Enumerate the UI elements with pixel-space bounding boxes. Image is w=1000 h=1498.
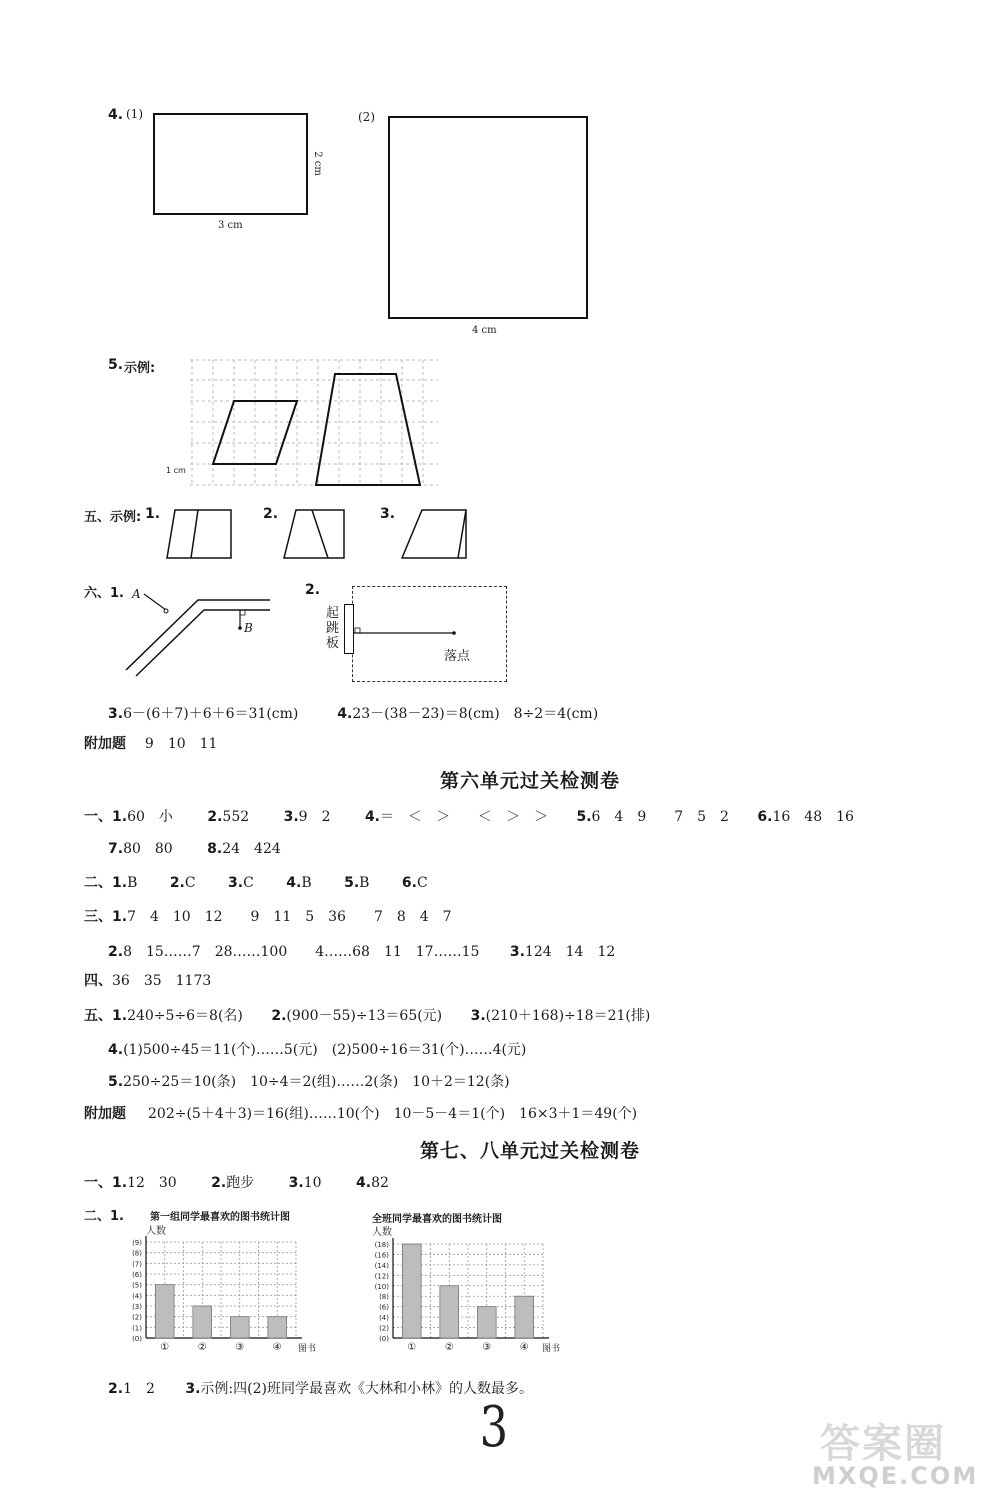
bonus-answer: 9 10 11 <box>144 736 218 752</box>
bonus-label: 附加题 <box>84 736 126 752</box>
u6-er-3: C <box>243 875 254 891</box>
u6-er-6-num: 6. <box>401 875 417 891</box>
unit6-yi-label: 一、 <box>84 809 112 825</box>
q4-part2-label: (2) <box>358 110 375 124</box>
y-tick-label: (6) <box>132 1271 142 1279</box>
x-tick-label: ④ <box>519 1342 529 1353</box>
watermark-url: MXQE.COM <box>812 1462 979 1490</box>
liu-label: 六、1. <box>84 586 124 601</box>
u6-er-4-num: 4. <box>286 875 302 891</box>
unit78-er-label: 二、1. <box>84 1209 124 1224</box>
u6-yi-8-num: 8. <box>207 841 223 857</box>
road-figure <box>120 588 280 678</box>
liu-num-2: 2. <box>305 582 321 598</box>
q4b-number: 4. <box>337 706 353 722</box>
y-tick-label: (4) <box>379 1314 389 1323</box>
board-char-1: 起 <box>326 606 340 621</box>
bar <box>268 1317 287 1338</box>
u6-wu-2: (900－55)÷13＝65(元) <box>286 1008 443 1024</box>
takeoff-board-label <box>326 606 340 651</box>
chart2-xlabel: 图书 <box>542 1344 561 1354</box>
y-tick-label: (2) <box>379 1324 389 1333</box>
point-a-label: A <box>132 587 141 601</box>
u6-san-3: 124 14 12 <box>524 944 616 960</box>
u6-san-1: 7 4 10 12 9 11 5 36 7 8 4 7 <box>127 909 452 925</box>
rect-height-label: 2 cm <box>311 151 323 176</box>
u6-wu-2-num: 2. <box>271 1008 287 1024</box>
u6-yi-3-num: 3. <box>283 809 299 825</box>
u6-yi-4-num: 4. <box>364 809 380 825</box>
chart1-title: 第一组同学最喜欢的图书统计图 <box>150 1212 290 1223</box>
u6-yi-6-num: 6. <box>757 809 773 825</box>
wu-num-1: 1. <box>145 506 161 522</box>
wu-figure-2 <box>282 510 348 560</box>
u6-yi-5-num: 5. <box>576 809 592 825</box>
unit6-wu-line1 <box>84 1005 650 1025</box>
y-tick-label: (10) <box>374 1282 389 1291</box>
unit6-title: 第六单元过关检测卷 <box>440 770 621 792</box>
board-char-2: 跳 <box>326 621 340 636</box>
y-tick-label: (9) <box>132 1239 142 1247</box>
y-tick-label: (0) <box>379 1335 389 1343</box>
unit78-last-line <box>108 1378 533 1398</box>
u6-wu-5: 250÷25＝10(条) 10÷4＝2(组)……2(条) 10＋2＝12(条) <box>123 1074 510 1090</box>
chart2-bar-chart <box>365 1236 555 1359</box>
q3-equation: 6－(6＋7)＋6＋6＝31(cm) <box>123 706 299 722</box>
q4-part1-label: (1) <box>126 107 143 121</box>
y-tick-label: (1) <box>132 1324 142 1333</box>
rectangle-figure <box>153 113 308 215</box>
u6-er-3-num: 3. <box>228 875 244 891</box>
u6-yi-4: ＝ ＜ ＞ ＜ ＞ ＞ <box>380 809 548 825</box>
u6-wu-4-num: 4. <box>108 1042 124 1058</box>
unit6-san-line1 <box>84 906 452 926</box>
board-char-3: 板 <box>326 636 340 651</box>
chart1-xlabel: 图书 <box>298 1344 317 1354</box>
u6-yi-3: 9 2 <box>298 809 331 825</box>
chart2-ylabel: 人数 <box>372 1227 392 1238</box>
y-tick-label: (16) <box>374 1251 389 1260</box>
trapezoid-shape <box>316 374 420 485</box>
q4-number: 4. <box>108 107 124 123</box>
u6-yi-6: 16 48 16 <box>772 809 854 825</box>
q5-example-label: 示例: <box>124 361 156 376</box>
q3-number: 3. <box>108 706 124 722</box>
u6-si-answer: 36 35 1173 <box>112 973 212 989</box>
u78-3-num: 3. <box>185 1381 201 1397</box>
square-figure <box>388 116 588 319</box>
y-tick-label: (4) <box>132 1292 142 1301</box>
y-tick-label: (6) <box>379 1303 389 1312</box>
unit6-wu-line3 <box>108 1071 510 1091</box>
square-width-label: 4 cm <box>472 325 497 336</box>
u6-yi-7: 80 80 <box>123 841 173 857</box>
point-b-label: B <box>244 621 253 635</box>
u6-wu-3-num: 3. <box>470 1008 486 1024</box>
unit6-yi-line2 <box>108 838 281 858</box>
u6-san-2-num: 2. <box>108 944 124 960</box>
u6-er-6: C <box>416 875 428 891</box>
u78-yi-2: 跑步 <box>226 1175 255 1191</box>
u6-san-3-num: 3. <box>509 944 525 960</box>
x-tick-label: ② <box>444 1342 454 1353</box>
u78-yi-3: 10 <box>303 1175 322 1191</box>
x-tick-label: ③ <box>482 1342 492 1353</box>
landing-point-label: 落点 <box>444 649 471 664</box>
u6-wu-1-num: 1. <box>112 1008 128 1024</box>
unit6-er-line <box>84 872 428 892</box>
bar <box>193 1306 212 1338</box>
u6-er-1: B <box>127 875 138 891</box>
bar <box>515 1296 534 1338</box>
u6-er-2: C <box>184 875 196 891</box>
u6-yi-2-num: 2. <box>207 809 223 825</box>
page-number: 3 <box>479 1395 509 1460</box>
y-tick-label: (8) <box>132 1249 142 1258</box>
x-tick-label: ① <box>160 1342 170 1353</box>
u78-yi-1: 12 30 <box>127 1175 177 1191</box>
unit78-yi-label: 一、 <box>84 1175 112 1191</box>
u78-3: 示例:四(2)班同学最喜欢《大林和小林》的人数最多。 <box>200 1381 533 1397</box>
u6-wu-1: 240÷5÷6＝8(名) <box>127 1008 243 1024</box>
unit6-bonus-line <box>84 1103 637 1123</box>
unit6-si-line <box>84 970 211 990</box>
u6-yi-7-num: 7. <box>108 841 124 857</box>
u6-yi-5: 6 4 9 7 5 2 <box>591 809 729 825</box>
u78-yi-1-num: 1. <box>112 1175 128 1191</box>
u78-yi-4-num: 4. <box>356 1175 372 1191</box>
u78-yi-4: 82 <box>371 1175 389 1191</box>
unit78-yi-line <box>84 1172 389 1192</box>
bar <box>477 1307 496 1338</box>
wu-figure-1 <box>165 510 235 560</box>
unit6-san-line2 <box>108 941 615 961</box>
u6-wu-3: (210＋168)÷18＝21(排) <box>485 1008 651 1024</box>
q4b-equation: 23－(38－23)＝8(cm) 8÷2＝4(cm) <box>352 706 599 722</box>
bar <box>155 1285 174 1338</box>
rect-width-label: 3 cm <box>218 220 243 231</box>
u6-wu-5-num: 5. <box>108 1074 124 1090</box>
u6-er-5: B <box>359 875 370 891</box>
u6-wu-4: (1)500÷45＝11(个)……5(元) (2)500÷16＝31(个)……4(元) <box>123 1042 527 1058</box>
q5-number: 5. <box>108 357 124 373</box>
wu-num-2: 2. <box>263 506 279 522</box>
unit6-wu-label: 五、 <box>84 1008 112 1024</box>
unit6-er-label: 二、 <box>84 875 112 891</box>
u78-yi-2-num: 2. <box>211 1175 227 1191</box>
unit6-san-label: 三、 <box>84 909 112 925</box>
y-tick-label: (5) <box>132 1281 142 1290</box>
u78-2-num: 2. <box>108 1381 124 1397</box>
u6-san-1-num: 1. <box>112 909 128 925</box>
u6-yi-1: 60 小 <box>127 809 173 825</box>
grid-unit-label: 1 cm <box>166 466 186 475</box>
takeoff-board <box>344 604 354 654</box>
answer-line-3-4 <box>108 703 598 723</box>
y-tick-label: (14) <box>374 1261 389 1270</box>
grid-drawing <box>190 360 440 488</box>
watermark-logo: 答案圈 <box>820 1421 946 1467</box>
y-tick-label: (18) <box>374 1241 389 1249</box>
jump-distance-line <box>354 628 464 638</box>
y-tick-label: (2) <box>132 1313 142 1322</box>
chart1-ylabel: 人数 <box>146 1226 166 1237</box>
u6-yi-8: 24 424 <box>222 841 281 857</box>
x-tick-label: ① <box>407 1342 417 1353</box>
bar <box>440 1286 459 1338</box>
u6-er-2-num: 2. <box>169 875 185 891</box>
u78-yi-3-num: 3. <box>288 1175 304 1191</box>
y-tick-label: (12) <box>374 1272 389 1281</box>
unit78-title: 第七、八单元过关检测卷 <box>420 1140 641 1162</box>
u6-er-5-num: 5. <box>344 875 360 891</box>
unit6-wu-line2 <box>108 1039 526 1059</box>
u6-er-4: B <box>301 875 312 891</box>
y-tick-label: (0) <box>132 1335 142 1343</box>
bar <box>402 1244 421 1338</box>
y-tick-label: (8) <box>379 1293 389 1302</box>
chart2-title: 全班同学最喜欢的图书统计图 <box>372 1214 502 1225</box>
wu-num-3: 3. <box>380 506 396 522</box>
bonus-line-1 <box>84 733 217 753</box>
chart1-bar-chart <box>120 1234 310 1359</box>
x-tick-label: ④ <box>272 1342 282 1353</box>
unit6-bonus-label: 附加题 <box>84 1106 126 1122</box>
y-tick-label: (7) <box>132 1260 142 1269</box>
u6-yi-2: 552 <box>222 809 250 825</box>
unit6-si-label: 四、 <box>84 973 112 989</box>
u6-yi-1-num: 1. <box>112 809 128 825</box>
wu-label: 五、示例: <box>84 510 142 525</box>
y-tick-label: (3) <box>132 1303 142 1311</box>
bar <box>230 1317 249 1338</box>
x-tick-label: ② <box>197 1342 207 1353</box>
u6-san-2: 8 15……7 28……100 4……68 11 17……15 <box>123 944 480 960</box>
unit6-bonus-answer: 202÷(5＋4＋3)＝16(组)……10(个) 10－5－4＝1(个) 16×3＋1＝49(个) <box>148 1106 638 1122</box>
u78-2: 1 2 <box>123 1381 155 1397</box>
x-tick-label: ③ <box>235 1342 245 1353</box>
unit6-yi-line1 <box>84 806 854 826</box>
wu-figure-3 <box>400 510 468 560</box>
u6-er-1-num: 1. <box>112 875 128 891</box>
